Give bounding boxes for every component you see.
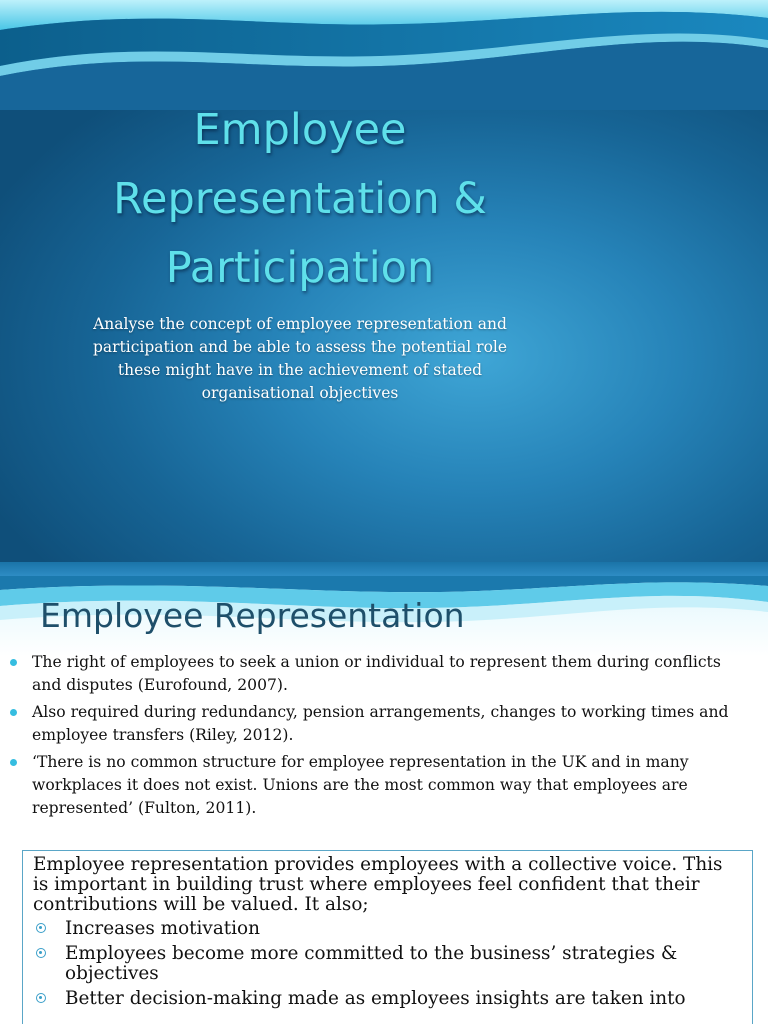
- title-line: Representation &: [113, 174, 487, 224]
- bullet-text: The right of employees to seek a union or individual to represent them during conflicts and disputes (Eurofound, 2007).: [32, 653, 721, 694]
- list-item: [33, 989, 742, 1009]
- callout-list: [33, 919, 742, 1009]
- decorative-wave-header: [0, 0, 768, 110]
- bullet-icon: [10, 709, 17, 716]
- circle-bullet-icon: [36, 923, 46, 933]
- content-slide: [0, 576, 768, 1024]
- list-item: [33, 944, 742, 984]
- subtitle: Analyse the concept of employee representation and participation and be able to assess the potential role these might have in the achievement of stated organisational objectives: [92, 315, 508, 402]
- section-heading: Employee Representation: [40, 596, 465, 635]
- bottom-band: [0, 562, 768, 576]
- bullet-text: Also required during redundancy, pension arrangements, changes to working times and employee transfers (Riley, 2012).: [32, 703, 729, 744]
- list-item: [10, 651, 750, 697]
- list-item: [10, 701, 750, 747]
- callout-intro: Employee representation provides employees with a collective voice. This is important in building trust where employees feel confident that their contributions will be valued. It also;: [33, 854, 723, 915]
- title-line: Participation: [165, 243, 435, 293]
- bullet-icon: [10, 659, 17, 666]
- callout-point: Employees become more committed to the business’ strategies & objectives: [65, 943, 678, 984]
- bullet-icon: [10, 759, 17, 766]
- callout-box: [22, 850, 753, 1024]
- callout-point: Better decision-making made as employees insights are taken into: [65, 988, 686, 1009]
- callout-point: Increases motivation: [65, 918, 260, 939]
- list-item: [33, 919, 742, 939]
- bullet-list: [10, 651, 750, 824]
- bullet-text: ‘There is no common structure for employee representation in the UK and in many workplaces it does not exist. Unions are the most common way that employees are represented’ (Fulton, 2011).: [32, 753, 689, 817]
- title-line: Employee: [193, 105, 407, 155]
- circle-bullet-icon: [36, 948, 46, 958]
- list-item: [10, 751, 750, 820]
- circle-bullet-icon: [36, 993, 46, 1003]
- page-title: [40, 96, 560, 303]
